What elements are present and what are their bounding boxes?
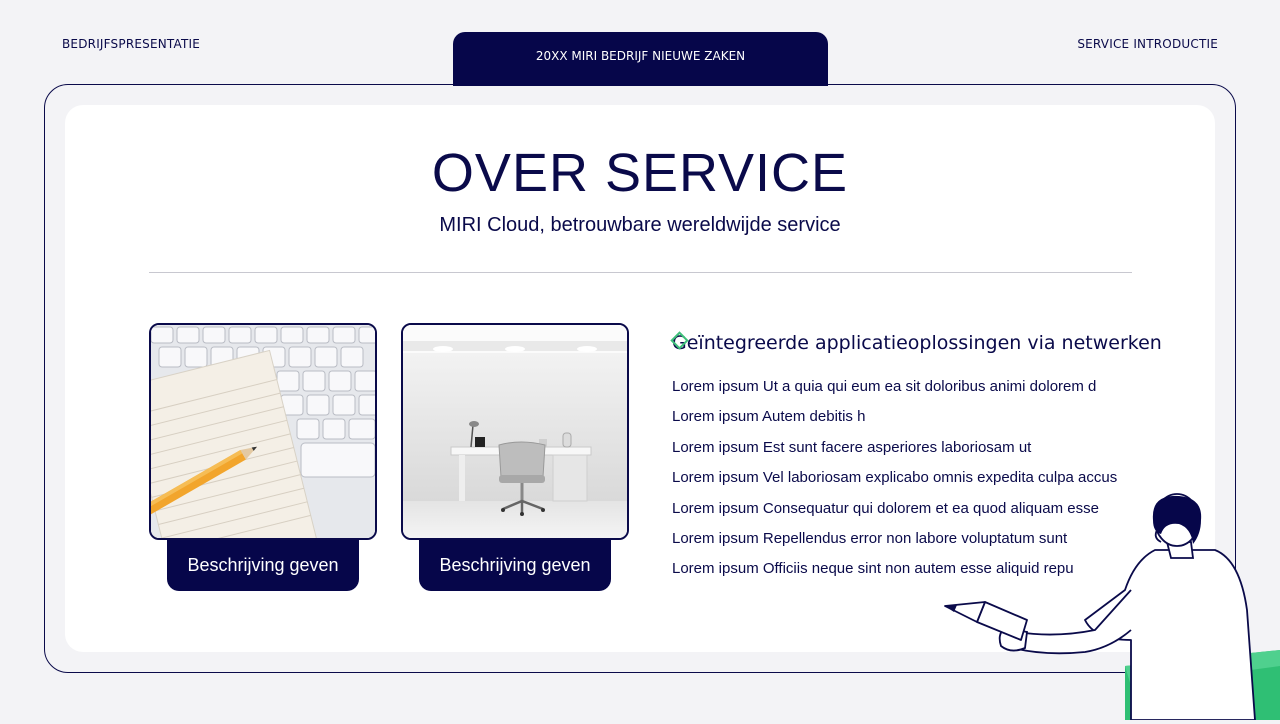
header-left-label: BEDRIJFSPRESENTATIE — [62, 37, 201, 51]
office-desk-chair-photo — [401, 323, 629, 540]
list-item: Lorem ipsum Officiis neque sint non autem esse aliquid repu — [672, 560, 1074, 578]
list-item: Lorem ipsum Repellendus error non labore voluptatum sunt — [672, 529, 1068, 547]
list-item: Lorem ipsum Consequatur qui dolorem et ea quod aliquam esse — [672, 499, 1099, 517]
photo-caption: Beschrijving geven — [419, 540, 611, 591]
list-item: Lorem ipsum Est sunt facere asperiores laboriosam ut — [672, 438, 1032, 456]
header-center-tab: 20XX MIRI BEDRIJF NIEUWE ZAKEN — [453, 32, 828, 86]
keyboard-notebook-pencil-photo — [149, 323, 377, 540]
slide-subtitle: MIRI Cloud, betrouwbare wereldwijde service — [439, 214, 841, 236]
slide-title: OVER SERVICE — [431, 143, 849, 203]
header-right-label: SERVICE INTRODUCTIE — [1077, 37, 1218, 51]
section-heading: Geïntegreerde applicatieoplossingen via netwerken — [672, 332, 1162, 354]
list-item: Lorem ipsum Ut a quia qui eum ea sit doloribus animi dolorem d — [672, 378, 1097, 395]
photo-caption: Beschrijving geven — [167, 540, 359, 591]
person-with-pencil-illustration — [935, 490, 1280, 724]
list-item: Lorem ipsum Vel laboriosam explicabo omnis expedita culpa accus — [672, 469, 1118, 487]
divider — [149, 272, 1132, 273]
list-item: Lorem ipsum Autem debitis h — [672, 408, 866, 426]
